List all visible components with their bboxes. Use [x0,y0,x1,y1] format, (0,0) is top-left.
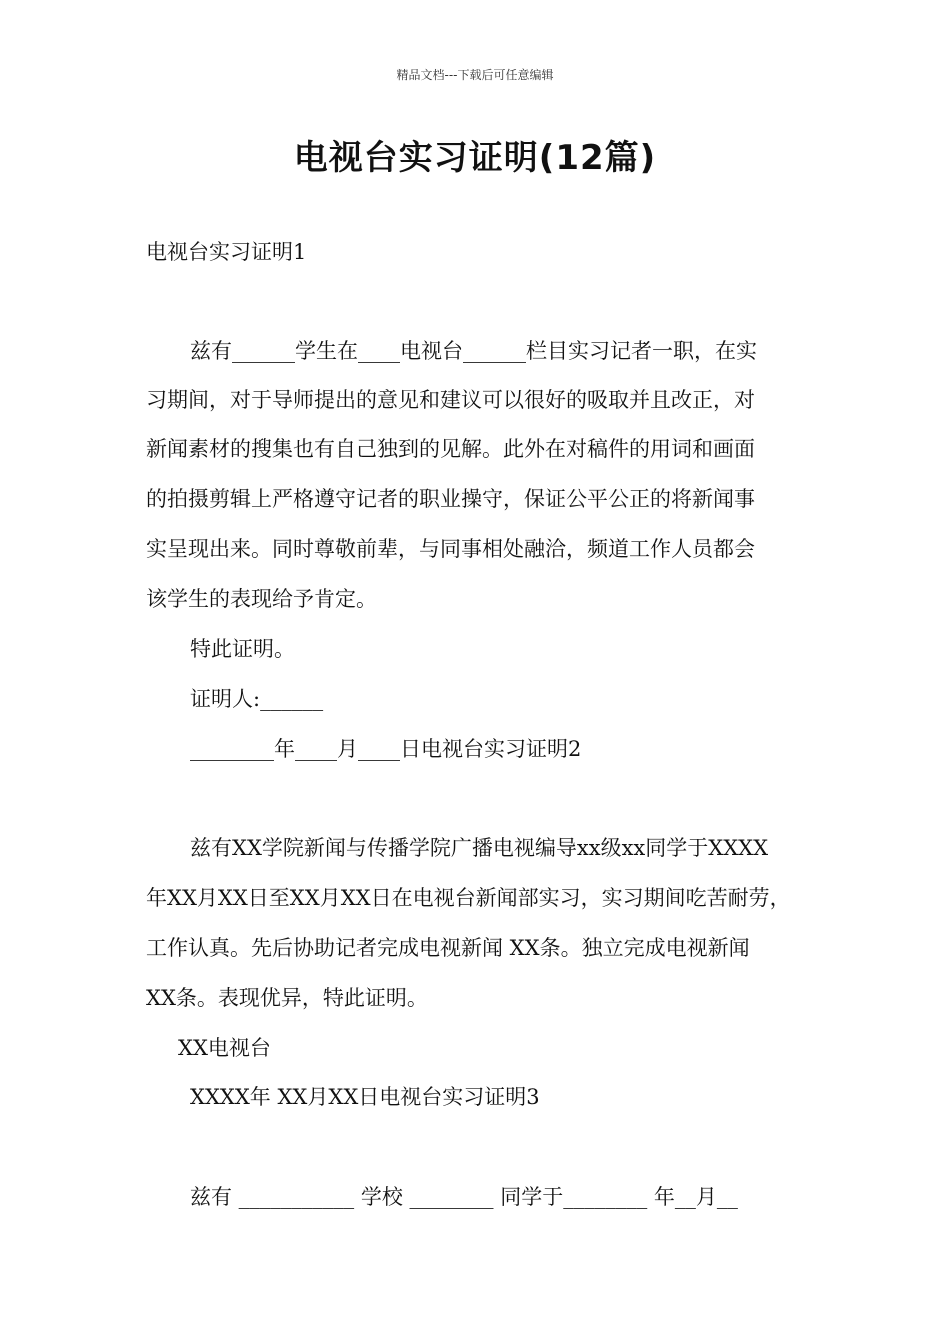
section-heading: 电视台实习证明1 [146,240,307,264]
paragraph-line: 年XX月XX日至XX月XX日在电视台新闻部实习，实习期间吃苦耐劳， [146,886,791,910]
paragraph-line: 兹有 ___________ 学校 ________ 同学于________ 年__月__ [190,1185,738,1209]
header-note: 精品文档---下载后可任意编辑 [396,68,554,82]
paragraph-line: 兹有______学生在____电视台______栏目实习记者一职，在实 [190,339,757,363]
signature-line: XX电视台 [178,1036,271,1060]
paragraph-line: 实呈现出来。同时尊敬前辈，与同事相处融洽，频道工作人员都会 [146,537,755,561]
paragraph-line: 习期间，对于导师提出的意见和建议可以很好的吸取并且改正，对 [146,388,755,412]
paragraph-line: XX条。表现优异，特此证明。 [146,986,428,1010]
paragraph-line: 工作认真。先后协助记者完成电视新闻 XX条。独立完成电视新闻 [146,936,750,960]
closing-statement: 特此证明。 [190,637,295,661]
date-line: XXXX年 XX月XX日电视台实习证明3 [190,1085,540,1109]
certifier-line: 证明人:______ [190,687,324,711]
paragraph-line: 新闻素材的搜集也有自己独到的见解。此外在对稿件的用词和画面 [146,437,755,461]
paragraph-line: 的拍摄剪辑上严格遵守记者的职业操守，保证公平公正的将新闻事 [146,487,755,511]
document-title: 电视台实习证明(12篇) [293,138,657,178]
paragraph-line: 该学生的表现给予肯定。 [146,587,377,611]
date-line: ________年____月____日电视台实习证明2 [190,737,582,761]
paragraph-line: 兹有XX学院新闻与传播学院广播电视编导xx级xx同学于XXXX [190,836,769,860]
